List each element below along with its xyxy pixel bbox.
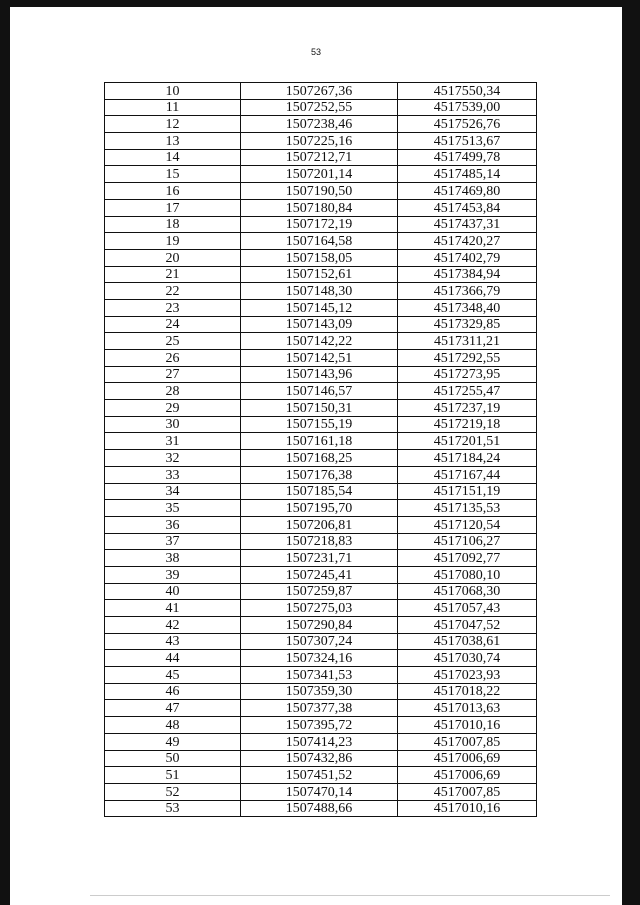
x-coordinate-cell: 1507206,81 [241, 516, 398, 533]
x-coordinate-cell: 1507150,31 [241, 400, 398, 417]
x-coordinate-cell: 1507341,53 [241, 667, 398, 684]
point-number-cell: 32 [105, 450, 241, 467]
y-coordinate-cell: 4517273,95 [398, 366, 537, 383]
bottom-rule [90, 895, 610, 896]
x-coordinate-cell: 1507212,71 [241, 149, 398, 166]
x-coordinate-cell: 1507259,87 [241, 583, 398, 600]
scan-border-right [622, 0, 640, 905]
y-coordinate-cell: 4517366,79 [398, 283, 537, 300]
y-coordinate-cell: 4517437,31 [398, 216, 537, 233]
point-number-cell: 52 [105, 783, 241, 800]
point-number-cell: 24 [105, 316, 241, 333]
coordinates-table [104, 82, 537, 817]
x-coordinate-cell: 1507414,23 [241, 733, 398, 750]
x-coordinate-cell: 1507225,16 [241, 133, 398, 150]
table-row [105, 133, 537, 150]
point-number-cell: 49 [105, 733, 241, 750]
point-number-cell: 40 [105, 583, 241, 600]
point-number-cell: 20 [105, 249, 241, 266]
y-coordinate-cell: 4517485,14 [398, 166, 537, 183]
y-coordinate-cell: 4517080,10 [398, 566, 537, 583]
table-row [105, 633, 537, 650]
y-coordinate-cell: 4517526,76 [398, 116, 537, 133]
x-coordinate-cell: 1507359,30 [241, 683, 398, 700]
table-row [105, 466, 537, 483]
point-number-cell: 22 [105, 283, 241, 300]
y-coordinate-cell: 4517006,69 [398, 750, 537, 767]
table-row [105, 333, 537, 350]
x-coordinate-cell: 1507152,61 [241, 266, 398, 283]
point-number-cell: 11 [105, 99, 241, 116]
y-coordinate-cell: 4517499,78 [398, 149, 537, 166]
x-coordinate-cell: 1507267,36 [241, 83, 398, 100]
table-row [105, 416, 537, 433]
x-coordinate-cell: 1507377,38 [241, 700, 398, 717]
y-coordinate-cell: 4517384,94 [398, 266, 537, 283]
y-coordinate-cell: 4517106,27 [398, 533, 537, 550]
table-row [105, 800, 537, 817]
table-row [105, 433, 537, 450]
table-row [105, 299, 537, 316]
point-number-cell: 53 [105, 800, 241, 817]
table-row [105, 717, 537, 734]
x-coordinate-cell: 1507180,84 [241, 199, 398, 216]
x-coordinate-cell: 1507158,05 [241, 249, 398, 266]
table-row [105, 483, 537, 500]
table-row [105, 516, 537, 533]
table-row [105, 500, 537, 517]
point-number-cell: 41 [105, 600, 241, 617]
y-coordinate-cell: 4517237,19 [398, 400, 537, 417]
x-coordinate-cell: 1507275,03 [241, 600, 398, 617]
y-coordinate-cell: 4517184,24 [398, 450, 537, 467]
table-row [105, 199, 537, 216]
y-coordinate-cell: 4517068,30 [398, 583, 537, 600]
x-coordinate-cell: 1507231,71 [241, 550, 398, 567]
table-row [105, 116, 537, 133]
x-coordinate-cell: 1507142,51 [241, 350, 398, 367]
table-row [105, 166, 537, 183]
point-number-cell: 50 [105, 750, 241, 767]
table-row [105, 149, 537, 166]
x-coordinate-cell: 1507238,46 [241, 116, 398, 133]
point-number-cell: 27 [105, 366, 241, 383]
x-coordinate-cell: 1507324,16 [241, 650, 398, 667]
x-coordinate-cell: 1507201,14 [241, 166, 398, 183]
table-row [105, 650, 537, 667]
table-row [105, 249, 537, 266]
x-coordinate-cell: 1507148,30 [241, 283, 398, 300]
point-number-cell: 10 [105, 83, 241, 100]
x-coordinate-cell: 1507252,55 [241, 99, 398, 116]
x-coordinate-cell: 1507142,22 [241, 333, 398, 350]
point-number-cell: 48 [105, 717, 241, 734]
y-coordinate-cell: 4517013,63 [398, 700, 537, 717]
table-row [105, 767, 537, 784]
point-number-cell: 26 [105, 350, 241, 367]
x-coordinate-cell: 1507488,66 [241, 800, 398, 817]
point-number-cell: 38 [105, 550, 241, 567]
point-number-cell: 25 [105, 333, 241, 350]
table-row [105, 233, 537, 250]
x-coordinate-cell: 1507245,41 [241, 566, 398, 583]
x-coordinate-cell: 1507168,25 [241, 450, 398, 467]
point-number-cell: 15 [105, 166, 241, 183]
table-row [105, 83, 537, 100]
point-number-cell: 13 [105, 133, 241, 150]
x-coordinate-cell: 1507218,83 [241, 533, 398, 550]
scan-border-left [0, 0, 10, 905]
x-coordinate-cell: 1507164,58 [241, 233, 398, 250]
table-row [105, 667, 537, 684]
y-coordinate-cell: 4517420,27 [398, 233, 537, 250]
y-coordinate-cell: 4517219,18 [398, 416, 537, 433]
y-coordinate-cell: 4517030,74 [398, 650, 537, 667]
point-number-cell: 43 [105, 633, 241, 650]
x-coordinate-cell: 1507143,96 [241, 366, 398, 383]
y-coordinate-cell: 4517007,85 [398, 733, 537, 750]
table-row [105, 566, 537, 583]
y-coordinate-cell: 4517092,77 [398, 550, 537, 567]
y-coordinate-cell: 4517402,79 [398, 249, 537, 266]
table-row [105, 550, 537, 567]
scan-border-top [0, 0, 640, 7]
document-page [10, 7, 622, 905]
y-coordinate-cell: 4517550,34 [398, 83, 537, 100]
point-number-cell: 37 [105, 533, 241, 550]
y-coordinate-cell: 4517057,43 [398, 600, 537, 617]
y-coordinate-cell: 4517469,80 [398, 183, 537, 200]
y-coordinate-cell: 4517038,61 [398, 633, 537, 650]
table-row [105, 733, 537, 750]
x-coordinate-cell: 1507185,54 [241, 483, 398, 500]
y-coordinate-cell: 4517120,54 [398, 516, 537, 533]
table-row [105, 383, 537, 400]
point-number-cell: 18 [105, 216, 241, 233]
x-coordinate-cell: 1507395,72 [241, 717, 398, 734]
table-row [105, 366, 537, 383]
table-row [105, 783, 537, 800]
table-row [105, 283, 537, 300]
x-coordinate-cell: 1507307,24 [241, 633, 398, 650]
point-number-cell: 35 [105, 500, 241, 517]
y-coordinate-cell: 4517255,47 [398, 383, 537, 400]
point-number-cell: 14 [105, 149, 241, 166]
table-row [105, 316, 537, 333]
y-coordinate-cell: 4517311,21 [398, 333, 537, 350]
point-number-cell: 47 [105, 700, 241, 717]
y-coordinate-cell: 4517201,51 [398, 433, 537, 450]
y-coordinate-cell: 4517348,40 [398, 299, 537, 316]
point-number-cell: 21 [105, 266, 241, 283]
table-row [105, 683, 537, 700]
table-row [105, 266, 537, 283]
point-number-cell: 19 [105, 233, 241, 250]
point-number-cell: 23 [105, 299, 241, 316]
x-coordinate-cell: 1507146,57 [241, 383, 398, 400]
table-row [105, 216, 537, 233]
point-number-cell: 45 [105, 667, 241, 684]
table-row [105, 750, 537, 767]
point-number-cell: 46 [105, 683, 241, 700]
point-number-cell: 12 [105, 116, 241, 133]
y-coordinate-cell: 4517010,16 [398, 800, 537, 817]
y-coordinate-cell: 4517135,53 [398, 500, 537, 517]
x-coordinate-cell: 1507290,84 [241, 617, 398, 634]
point-number-cell: 36 [105, 516, 241, 533]
point-number-cell: 42 [105, 617, 241, 634]
y-coordinate-cell: 4517007,85 [398, 783, 537, 800]
point-number-cell: 39 [105, 566, 241, 583]
x-coordinate-cell: 1507195,70 [241, 500, 398, 517]
point-number-cell: 17 [105, 199, 241, 216]
x-coordinate-cell: 1507155,19 [241, 416, 398, 433]
y-coordinate-cell: 4517006,69 [398, 767, 537, 784]
x-coordinate-cell: 1507190,50 [241, 183, 398, 200]
x-coordinate-cell: 1507176,38 [241, 466, 398, 483]
table-row [105, 700, 537, 717]
x-coordinate-cell: 1507432,86 [241, 750, 398, 767]
table-row [105, 583, 537, 600]
y-coordinate-cell: 4517539,00 [398, 99, 537, 116]
table-row [105, 99, 537, 116]
x-coordinate-cell: 1507470,14 [241, 783, 398, 800]
y-coordinate-cell: 4517018,22 [398, 683, 537, 700]
y-coordinate-cell: 4517047,52 [398, 617, 537, 634]
table-row [105, 183, 537, 200]
y-coordinate-cell: 4517453,84 [398, 199, 537, 216]
x-coordinate-cell: 1507172,19 [241, 216, 398, 233]
point-number-cell: 16 [105, 183, 241, 200]
table-row [105, 600, 537, 617]
coordinates-table-body [105, 83, 537, 817]
x-coordinate-cell: 1507143,09 [241, 316, 398, 333]
y-coordinate-cell: 4517010,16 [398, 717, 537, 734]
point-number-cell: 29 [105, 400, 241, 417]
point-number-cell: 44 [105, 650, 241, 667]
point-number-cell: 31 [105, 433, 241, 450]
y-coordinate-cell: 4517151,19 [398, 483, 537, 500]
point-number-cell: 34 [105, 483, 241, 500]
y-coordinate-cell: 4517023,93 [398, 667, 537, 684]
page-number: 53 [310, 47, 321, 57]
x-coordinate-cell: 1507161,18 [241, 433, 398, 450]
y-coordinate-cell: 4517292,55 [398, 350, 537, 367]
y-coordinate-cell: 4517513,67 [398, 133, 537, 150]
x-coordinate-cell: 1507145,12 [241, 299, 398, 316]
x-coordinate-cell: 1507451,52 [241, 767, 398, 784]
point-number-cell: 28 [105, 383, 241, 400]
table-row [105, 350, 537, 367]
point-number-cell: 30 [105, 416, 241, 433]
y-coordinate-cell: 4517167,44 [398, 466, 537, 483]
table-row [105, 450, 537, 467]
table-row [105, 617, 537, 634]
table-row [105, 533, 537, 550]
y-coordinate-cell: 4517329,85 [398, 316, 537, 333]
point-number-cell: 51 [105, 767, 241, 784]
point-number-cell: 33 [105, 466, 241, 483]
table-row [105, 400, 537, 417]
